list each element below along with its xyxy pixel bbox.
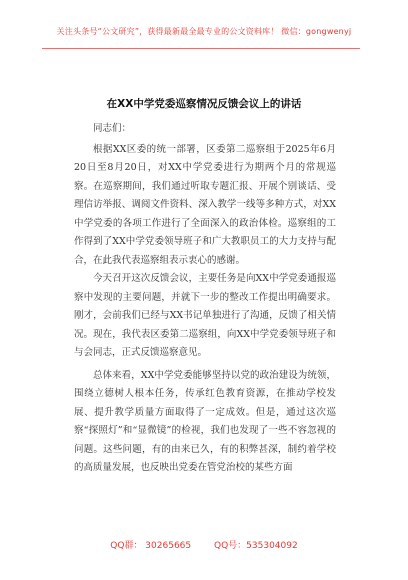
paragraph: 今天召开这次反馈会议，主要任务是向XX中学党委通报巡察中发现的主要问题，并就下一步的整改工作提出明确要求。刚才，会前我们已经与XX书记单独进行了沟通，反馈了相关情况。现在，我代表区委第二巡察组，向XX中学党委领导班子和与会同志，正式反馈巡察意见。: [74, 273, 336, 358]
qq-number-text: QQ号：535304092: [214, 541, 298, 551]
paragraph: 总体来看，XX中学党委能够坚持以党的政治建设为统领，围绕立德树人根本任务，传承红色教育资源，在推动学校发展、提升教学质量方面取得了一定成效。但是，通过这次巡察“探照灯”和“显微镜”的检视，我们也发现了一些不容忽视的问题。这些问题，有的由来已久，有的积弊甚深，制约着学校的高质量发展，也反映出党委在管党治校的某些方面: [74, 369, 336, 473]
paragraph: 根据XX区委的统一部署，区委第二巡察组于2025年6月20日至8月20日，对XX中学党委进行为期两个月的常规巡察。在巡察期间，我们通过听取专题汇报、开展个别谈话、受理信访举报、调阅文件资料、深入教学一线等多种方式，对XX中学党委的各项工作进行了全面深入的政治体检。巡察组的工作得到了XX中学党委领导班子和广大教职员工的大力支持与配合，在此我代表巡察组表示衷心的感谢。: [74, 143, 336, 266]
greeting: 同志们：: [93, 123, 132, 134]
document-body: [74, 120, 336, 478]
document-title: 在XX中学党委巡察情况反馈会议上的讲话: [106, 98, 302, 110]
qq-group-text: QQ群： 30265665: [110, 541, 192, 551]
header-divider: [42, 48, 360, 49]
contact-footer: [0, 538, 408, 551]
promo-header-banner: 关注头条号“公文研究”，获得最新最全最专业的公文资料库！ 微信：gongwenyj: [56, 27, 352, 36]
